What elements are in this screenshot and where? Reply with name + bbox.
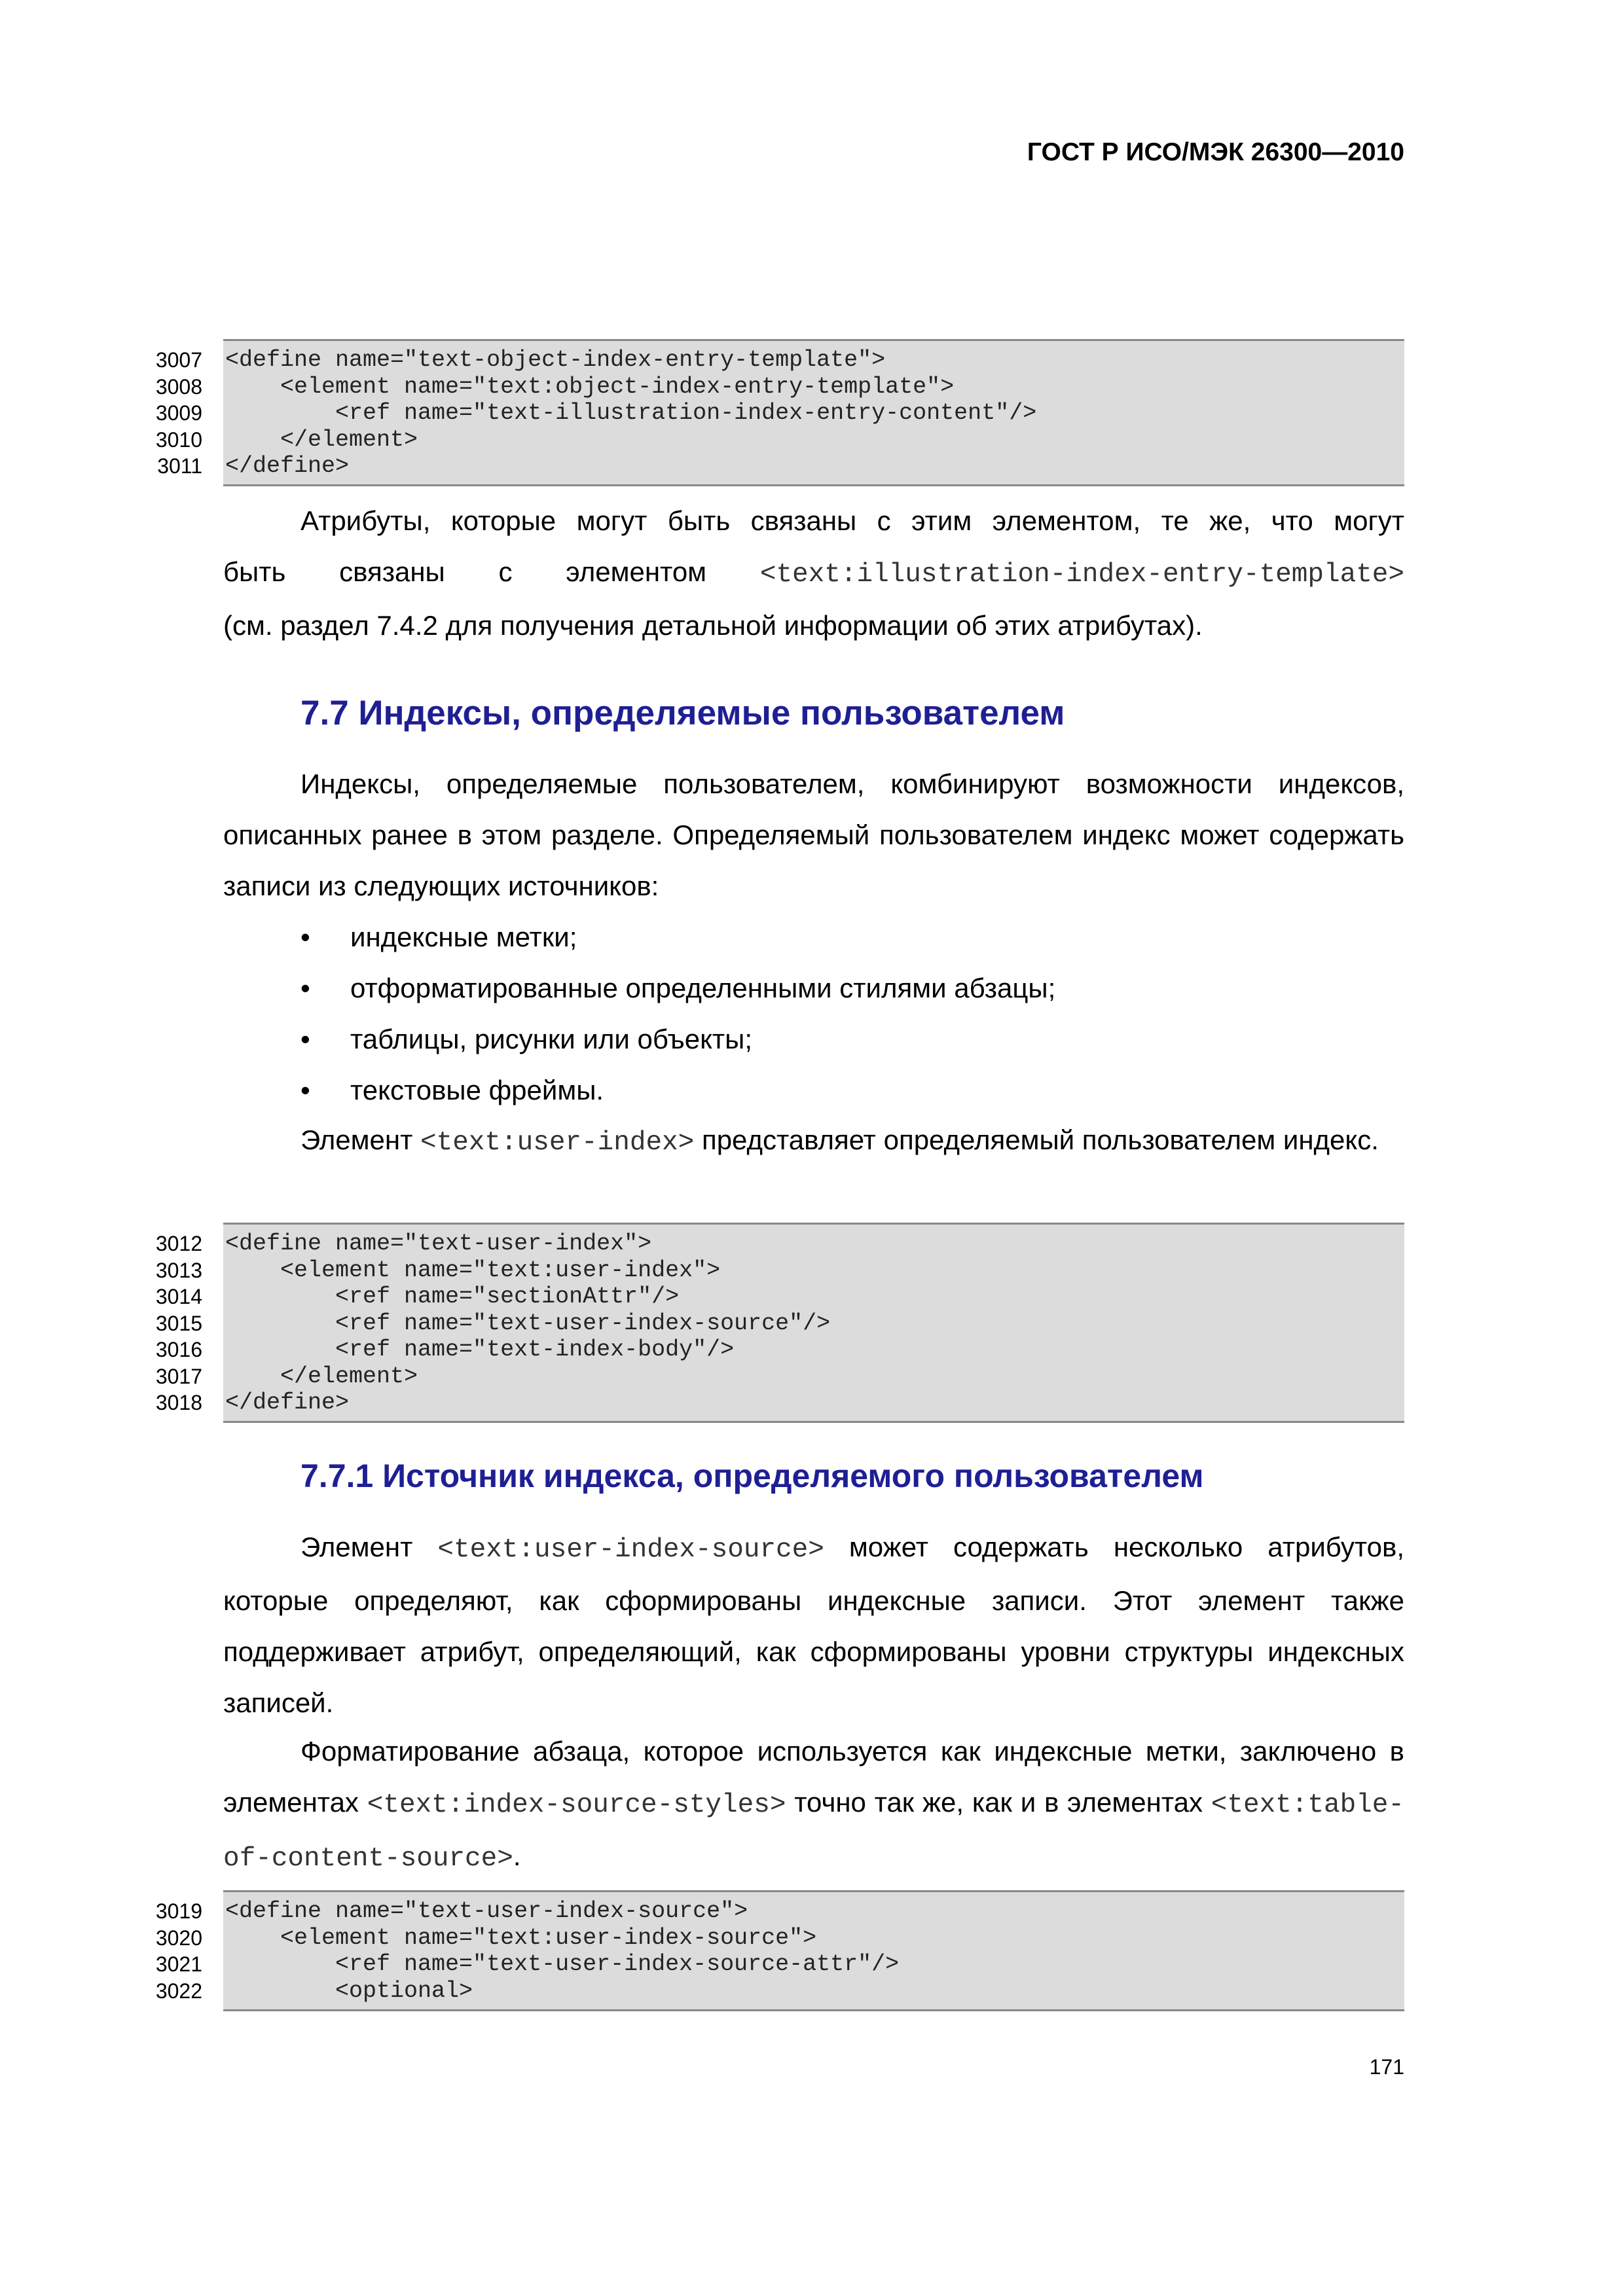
list-item-text: таблицы, рисунки или объекты; [350, 1024, 753, 1054]
paragraph-formatting [223, 1726, 1404, 1884]
code-text: <define name="text-object-index-entry-template"> [225, 347, 886, 373]
paragraph-text: . [513, 1840, 521, 1871]
line-number: 3011 [157, 454, 202, 478]
code-text: </element> [225, 1363, 418, 1390]
paragraph-attributes [223, 495, 1404, 651]
line-number: 3013 [155, 1258, 202, 1282]
code-line [155, 1363, 1404, 1390]
line-number: 3007 [155, 348, 202, 372]
code-line [155, 1283, 1404, 1310]
code-line [155, 400, 1404, 427]
section-heading-7-7-1: 7.7.1 Источник индекса, определяемого пользователем [301, 1458, 1204, 1494]
code-text: <element name="text:user-index-source"> [225, 1924, 817, 1951]
code-line [155, 1390, 1404, 1416]
list-item-text: текстовые фреймы. [350, 1075, 604, 1105]
line-number: 3016 [155, 1338, 202, 1361]
list-item [223, 1065, 1404, 1116]
section-heading-7-7: 7.7 Индексы, определяемые пользователем [301, 694, 1065, 732]
code-text: </define> [225, 1390, 350, 1416]
bullet: • [301, 1075, 310, 1105]
list-item [223, 963, 1404, 1014]
code-text: <element name="text:user-index"> [225, 1257, 721, 1283]
code-block-1 [155, 339, 1404, 486]
code-block-3 [155, 1890, 1404, 2011]
paragraph-text: Элемент [301, 1124, 413, 1155]
list-item-text: индексные метки; [350, 922, 577, 952]
element-name: <text:table-of-content-source> [223, 1790, 1405, 1874]
document-header: ГОСТ Р ИСО/МЭК 26300—2010 [1027, 138, 1404, 166]
code-line [155, 1951, 1404, 1978]
line-number: 3012 [155, 1232, 202, 1255]
code-text: <define name="text-user-index-source"> [225, 1898, 748, 1924]
line-number: 3014 [155, 1285, 202, 1308]
code-line [157, 453, 1404, 480]
element-name: <text:index-source-styles> [367, 1790, 786, 1820]
paragraph-intro: Индексы, определяемые пользователем, комбинируют возможности индексов, описанных ранее в этом разделе. Определяемый пользователем индекс может содержать записи из следующих источников: [223, 768, 1404, 901]
code-text: <ref name="text-user-index-source"/> [225, 1310, 831, 1336]
code-text: </element> [225, 426, 418, 453]
line-number: 3019 [155, 1899, 202, 1923]
code-block-2 [155, 1223, 1404, 1423]
code-line [155, 1336, 1404, 1363]
line-number: 3015 [155, 1311, 202, 1335]
line-number: 3008 [155, 374, 202, 399]
bullet: • [301, 973, 310, 1003]
code-line [155, 1230, 1404, 1257]
line-number: 3017 [155, 1364, 202, 1388]
paragraph-text: представляет определяемый пользователем индекс. [701, 1124, 1379, 1155]
code-text: <optional> [225, 1977, 473, 2004]
list-item [223, 912, 1404, 963]
paragraph-user-index [223, 1115, 1404, 1168]
code-text: </define> [225, 453, 350, 479]
code-line [155, 1924, 1404, 1952]
code-text: <ref name="text-index-body"/> [225, 1336, 735, 1363]
paragraph-text: Форматирование абзаца, которое используется как индексные метки, заключено в элементах [223, 1736, 1404, 1818]
paragraph-source [223, 1522, 1404, 1729]
element-name: <text:user-index-source> [437, 1535, 824, 1565]
paragraph-text: Элемент [301, 1532, 413, 1562]
paragraph-text: точно так же, как и в элементах [794, 1787, 1203, 1818]
code-line [155, 1977, 1404, 2005]
element-name: <text:user-index> [420, 1128, 695, 1158]
code-line [155, 1257, 1404, 1284]
code-text: <ref name="text-illustration-index-entry-content"/> [225, 400, 1037, 426]
code-text: <ref name="text-user-index-source-attr"/> [225, 1951, 900, 1977]
code-line [155, 1310, 1404, 1337]
paragraph-line [223, 547, 1404, 600]
line-number: 3020 [155, 1926, 202, 1950]
bullet: • [301, 1024, 310, 1054]
bullet: • [301, 922, 310, 952]
line-number: 3010 [155, 427, 202, 452]
line-number: 3009 [155, 401, 202, 425]
paragraph-line: Атрибуты, которые могут быть связаны с этим элементом, те же, что могут [301, 505, 1404, 536]
list-item-text: отформатированные определенными стилями абзацы; [350, 973, 1056, 1003]
list-item [223, 1014, 1404, 1065]
code-line [155, 373, 1404, 401]
paragraph-text: может содержать несколько атрибутов, которые определяют, как сформированы индексные записи. Этот элемент также поддерживает атрибут, определяющий, как сформированы уровни структуры индексных записей. [223, 1532, 1405, 1718]
paragraph-line: (см. раздел 7.4.2 для получения детальной информации об этих атрибутах). [223, 610, 1203, 641]
source-list [223, 912, 1404, 1116]
line-number: 3018 [155, 1391, 202, 1414]
code-text: <element name="text:object-index-entry-template"> [225, 373, 955, 400]
line-number: 3022 [155, 1979, 202, 2003]
line-number: 3021 [155, 1952, 202, 1976]
code-line [155, 426, 1404, 454]
code-line [155, 347, 1404, 374]
code-line [155, 1898, 1404, 1925]
code-text: <define name="text-user-index"> [225, 1230, 652, 1257]
element-name: <text:illustration-index-entry-template> [759, 560, 1405, 590]
page-number: 171 [1369, 2055, 1404, 2079]
code-text: <ref name="sectionAttr"/> [225, 1283, 680, 1310]
paragraph-text: быть связаны с элементом [223, 556, 707, 587]
